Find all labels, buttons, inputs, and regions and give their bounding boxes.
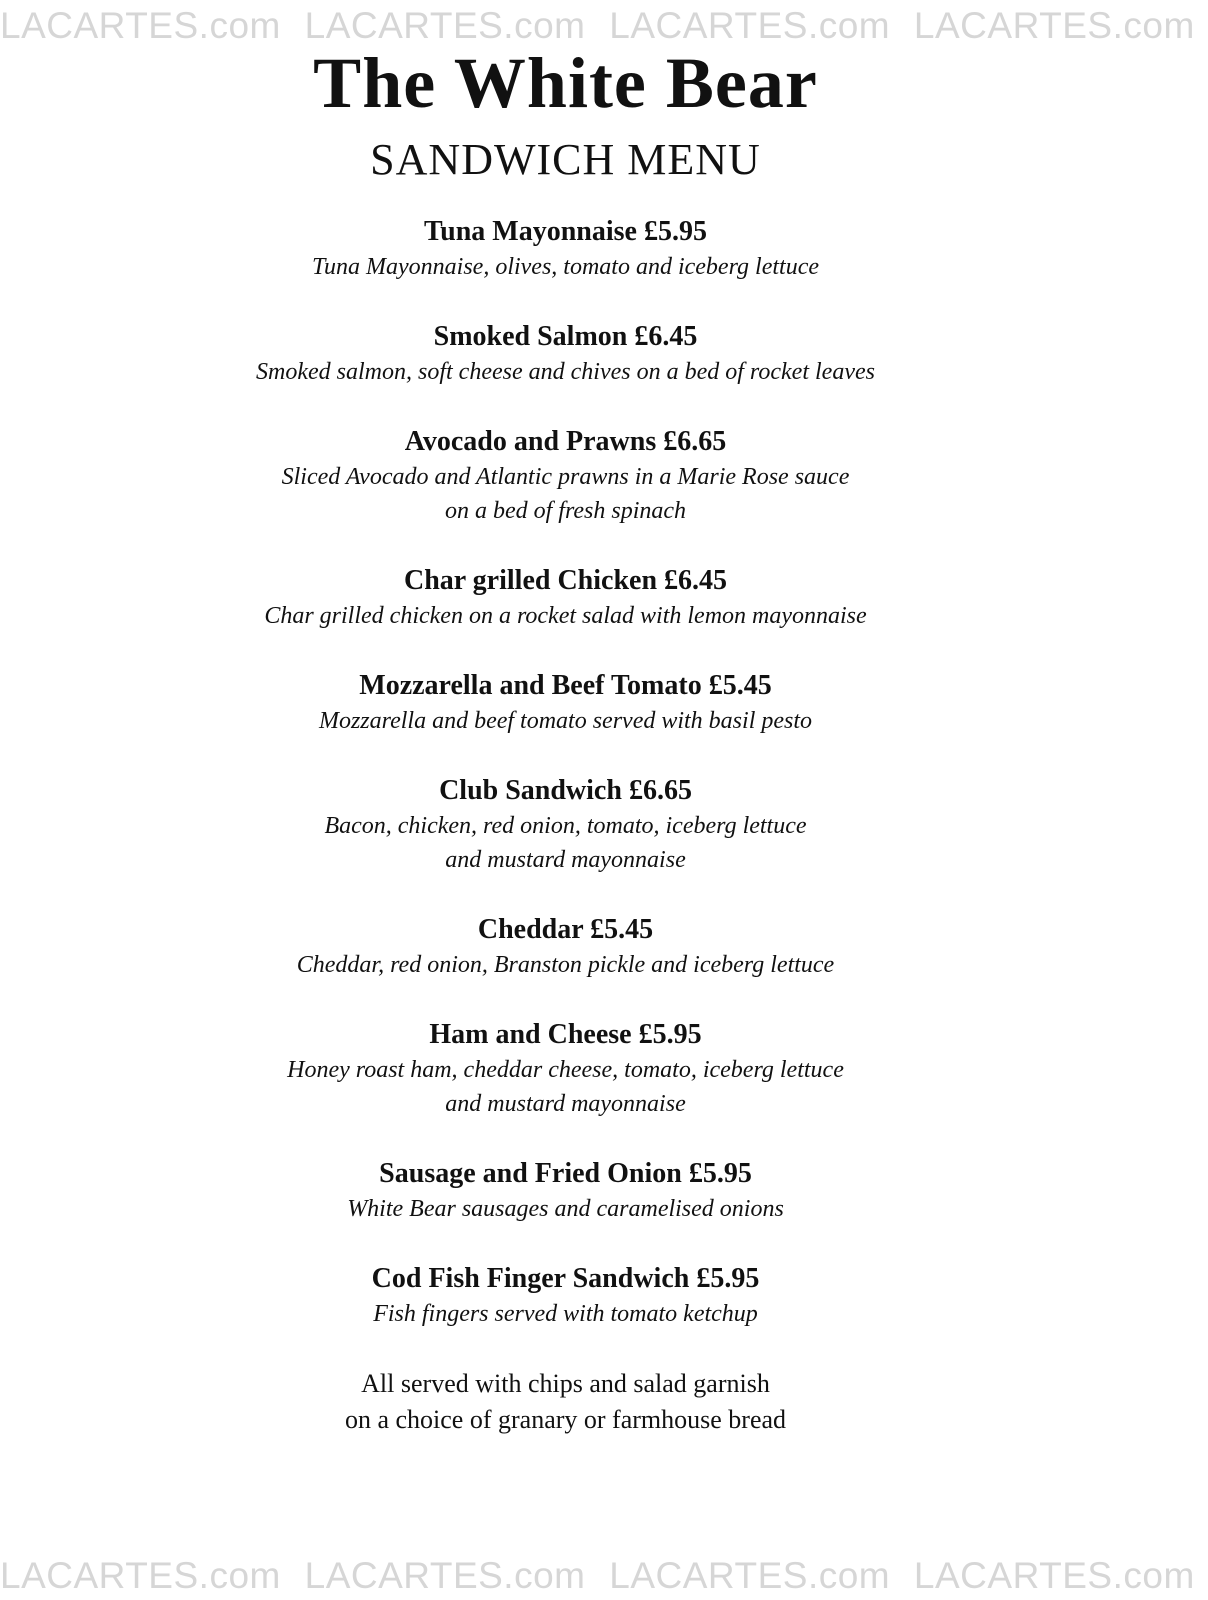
- menu-item: [0, 912, 1131, 982]
- item-price: £6.65: [663, 426, 727, 457]
- watermark-text: LACARTES.com: [304, 5, 586, 46]
- watermark-bottom: [0, 1552, 1195, 1600]
- item-description: Sliced Avocado and Atlantic prawns in a Marie Rose sauce: [281, 464, 850, 490]
- item-price: £6.65: [628, 775, 692, 806]
- item-heading: [0, 773, 1131, 809]
- item-price: £5.95: [638, 1019, 702, 1050]
- item-description: and mustard mayonnaise: [445, 847, 686, 873]
- item-heading: [0, 1261, 1131, 1297]
- menu-item: [0, 563, 1131, 633]
- watermark-text: LACARTES.com: [0, 5, 281, 46]
- item-description: White Bear sausages and caramelised onions: [347, 1196, 784, 1222]
- item-name: Tuna Mayonnaise: [424, 216, 637, 247]
- item-name: Cheddar: [477, 914, 584, 945]
- item-price: £5.95: [643, 216, 707, 247]
- item-heading: [0, 1017, 1131, 1053]
- watermark-text: LACARTES.com: [0, 1555, 281, 1596]
- item-price: £5.95: [696, 1263, 760, 1294]
- menu-subtitle: SANDWICH MENU: [370, 135, 761, 184]
- item-heading: [0, 424, 1131, 460]
- menu-item: [0, 214, 1131, 284]
- item-heading: [0, 1156, 1131, 1192]
- item-name: Smoked Salmon: [433, 321, 628, 352]
- item-description: Fish fingers served with tomato ketchup: [373, 1301, 758, 1327]
- watermark-text: LACARTES.com: [913, 5, 1195, 46]
- menu-item: [0, 1261, 1131, 1331]
- footer-line: on a choice of granary or farmhouse bread: [344, 1405, 787, 1434]
- item-description: Smoked salmon, soft cheese and chives on a bed of rocket leaves: [256, 359, 875, 385]
- item-description: Mozzarella and beef tomato served with basil pesto: [318, 708, 813, 734]
- item-name: Sausage and Fried Onion: [379, 1158, 682, 1189]
- menu-item: [0, 668, 1131, 738]
- menu-item: [0, 319, 1131, 389]
- menu-item: [0, 1156, 1131, 1226]
- item-price: £5.45: [590, 914, 654, 945]
- item-price: £6.45: [634, 321, 698, 352]
- watermark-text: LACARTES.com: [913, 1555, 1195, 1596]
- menu-item: [0, 773, 1131, 877]
- watermark-text: LACARTES.com: [609, 5, 891, 46]
- item-name: Mozzarella and Beef Tomato: [359, 670, 702, 701]
- item-description: and mustard mayonnaise: [445, 1091, 686, 1117]
- item-price: £5.45: [708, 670, 772, 701]
- menu-footer: [0, 1366, 1131, 1438]
- item-price: £5.95: [688, 1158, 752, 1189]
- item-name: Cod Fish Finger Sandwich: [371, 1263, 690, 1294]
- item-description: Char grilled chicken on a rocket salad with lemon mayonnaise: [264, 603, 867, 629]
- item-heading: [0, 563, 1131, 599]
- item-heading: [0, 214, 1131, 250]
- item-description: on a bed of fresh spinach: [444, 498, 687, 524]
- item-name: Club Sandwich: [439, 775, 622, 806]
- item-description: Tuna Mayonnaise, olives, tomato and iceberg lettuce: [311, 254, 819, 280]
- footer-line: All served with chips and salad garnish: [361, 1369, 770, 1398]
- item-name: Avocado and Prawns: [404, 426, 657, 457]
- menu-item: [0, 424, 1131, 528]
- watermark-text: LACARTES.com: [304, 1555, 586, 1596]
- item-description: Cheddar, red onion, Branston pickle and iceberg lettuce: [296, 952, 835, 978]
- restaurant-title: The White Bear: [313, 43, 818, 123]
- item-heading: [0, 319, 1131, 355]
- item-description: Bacon, chicken, red onion, tomato, iceberg lettuce: [324, 813, 807, 839]
- watermark-text: LACARTES.com: [609, 1555, 891, 1596]
- item-name: Ham and Cheese: [429, 1019, 632, 1050]
- item-heading: [0, 668, 1131, 704]
- item-heading: [0, 912, 1131, 948]
- item-price: £6.45: [664, 565, 728, 596]
- item-name: Char grilled Chicken: [403, 565, 658, 596]
- item-description: Honey roast ham, cheddar cheese, tomato, iceberg lettuce: [287, 1057, 844, 1083]
- menu-item: [0, 1017, 1131, 1121]
